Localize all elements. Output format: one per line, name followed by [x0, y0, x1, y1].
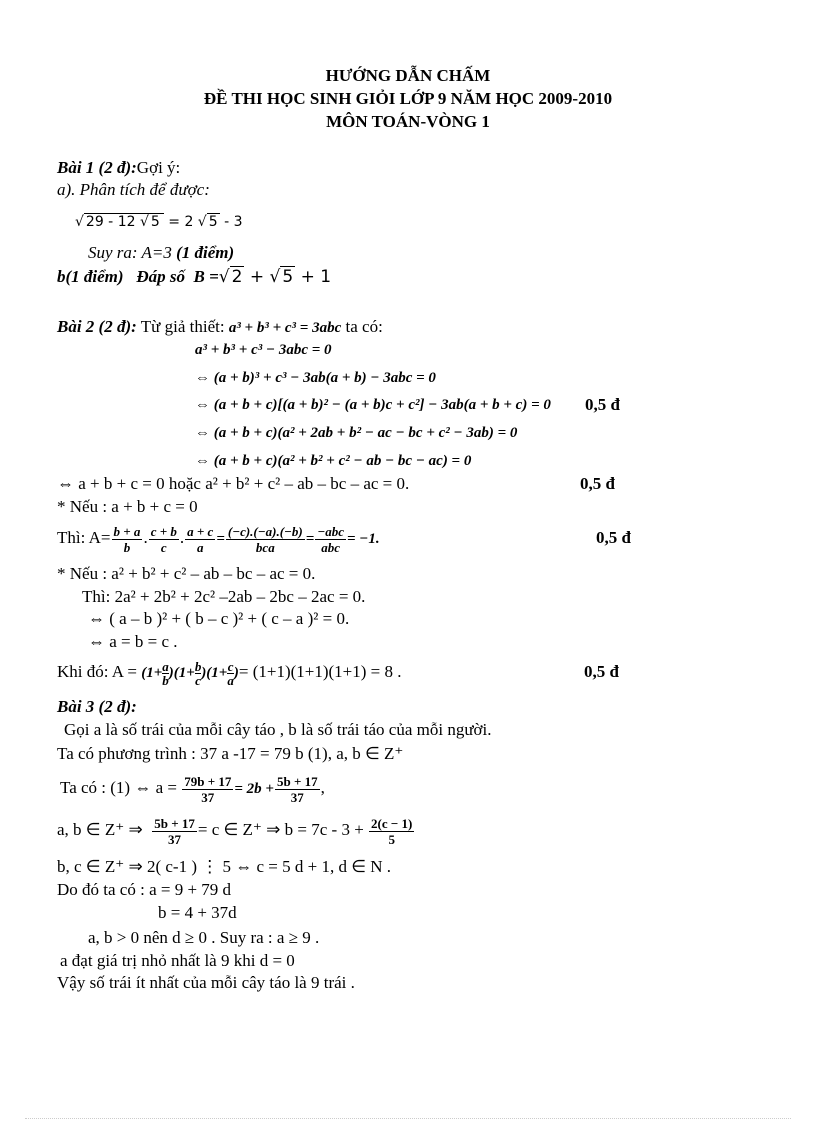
bai2-heading-line: [57, 317, 383, 338]
bai1-heading-line: [57, 158, 180, 178]
bai2-line6: ⇔ a + b + c = 0 hoặc a² + b² + c² – ab – bc – ac = 0.: [57, 474, 410, 493]
bai3-l8: a, b > 0 nên d ≥ 0 . Suy ra : a ≥ 9 .: [88, 928, 320, 947]
title-line-2: ĐỀ THI HỌC SINH GIỎI LỚP 9 NĂM HỌC 2009-2010: [203, 89, 613, 108]
bai3-l4-frac2-den: 5: [369, 831, 414, 847]
page-bottom-divider: [25, 1118, 791, 1119]
bai3-l7: b = 4 + 37d: [158, 903, 237, 922]
bai1-dap-so: Đáp số: [136, 267, 185, 286]
frac4-num: (−c).(−a).(−b): [227, 523, 303, 539]
bai2-line6-score: 0,5 đ: [580, 474, 615, 493]
bai2-case2: * Nếu : a² + b² + c² – ab – bc – ac = 0.: [57, 564, 316, 583]
bai2-case1: * Nếu : a + b + c = 0: [57, 497, 198, 516]
bai1-heading: Bài 1 (2 đ):: [57, 158, 137, 177]
kd-frac1-den: b: [162, 672, 169, 688]
bai3-l3-frac2-den: 37: [275, 789, 320, 805]
sqrt5-inner: 5: [150, 214, 160, 230]
bai3-l2: Ta có phương trình : 37 a -17 = 79 b (1), a, b ∈ Z⁺: [57, 744, 404, 763]
bai1-part-b-line: b(1 điểm) Đáp số B =√ 2 + √ 5 + 1: [57, 267, 332, 287]
bai2-heading: Bài 2 (2 đ):: [57, 317, 137, 336]
bai3-l4-mid: = c ∈ Z⁺ ⇒ b = 7c - 3 +: [197, 820, 364, 839]
bai2-eq3-score: 0,5 đ: [585, 395, 620, 414]
bai2-intro-end: ta có:: [345, 317, 383, 336]
kd-frac3-den: a: [227, 672, 234, 688]
bai2-khi-do: Khi đó: A =: [57, 662, 137, 681]
bai3-l6: Do đó ta có : a = 9 + 79 d: [57, 880, 232, 899]
bai2-thi-line: Thì: A= $\frac{b + a}{b}$ . $\frac{c + b}{c}$ . $\frac{a + c}{a}$ = $\frac{(-c).(-a).(-b)}{\text{bca}}$ = $\frac{\text{−abc}}{\text{abc}}$ = −1.: [57, 523, 380, 555]
bai2-thi: Thì: A=: [57, 528, 111, 547]
bai2-khi-do-line: Khi đó: A = (1+ $\frac{a}{b}$ )(1+ $\frac{b}{c}$ )(1+ $\frac{c}{a}$ )= (1+1)(1+1)(1+1) = 8 .: [57, 658, 402, 688]
bai3-l4: [57, 810, 415, 850]
bai1-part-b: b(1 điểm): [57, 267, 124, 286]
bai2-khi-do-score: 0,5 đ: [584, 662, 619, 681]
bai3-l4-frac1-num: 5b + 17: [154, 815, 195, 831]
bai3-l9: a đạt giá trị nhỏ nhất là 9 khi d = 0: [60, 951, 295, 970]
bai1-b-plus: +: [244, 267, 270, 287]
frac5-den: abc: [315, 539, 346, 555]
bai1-b-val2: 5: [282, 267, 294, 287]
sqrt-equals: = 2: [163, 214, 194, 230]
sqrt-rest: - 3: [219, 214, 243, 230]
frac3-den: a: [185, 539, 215, 555]
bai1-b-val1: 2: [231, 267, 243, 287]
bai3-l3: [60, 768, 325, 808]
bai2-khi-do-end: = (1+1)(1+1)(1+1) = 8 .: [238, 662, 402, 681]
bai2-eq5: ⇔ (a + b + c)(a² + b² + c² − ab − bc − ac) = 0: [195, 453, 472, 469]
bai1-part-a: a). Phân tích để được:: [57, 180, 210, 199]
bai1-b-eq: B =: [193, 267, 219, 286]
bai3-l4-frac2-num: 2(c − 1): [371, 815, 413, 831]
bai3-l3-frac1-den: 37: [182, 789, 233, 805]
bai3-l1: Gọi a là số trái của mỗi cây táo , b là số trái táo của mỗi người.: [64, 720, 492, 739]
bai3-l3-frac2-num: 5b + 17: [276, 773, 318, 789]
title-line-1: HƯỚNG DẪN CHẤM: [325, 66, 491, 85]
frac3-num: a + c: [187, 523, 214, 539]
bai2-intro-eq: a³ + b³ + c³ = 3abc: [228, 320, 342, 336]
sqrt-inner: 29 - 12: [85, 214, 136, 230]
bai2-case2-l2: ⇔ ( a – b )² + ( b – c )² + ( c – a )² = 0.: [88, 609, 350, 628]
bai3-l5: b, c ∈ Z⁺ ⇒ 2( c-1 ) ⋮ 5 ⇔ c = 5 d + 1, d ∈ N .: [57, 857, 392, 876]
bai1-b-end: + 1: [295, 267, 332, 287]
bai2-eq4: ⇔ (a + b + c)(a² + 2ab + b² − ac − bc + c² − 3ab) = 0: [195, 425, 518, 441]
kd-frac1-num: a: [162, 658, 169, 674]
frac1-num: b + a: [113, 523, 141, 539]
frac1-den: b: [112, 539, 143, 555]
bai3-l3-frac1-num: 79b + 17: [184, 773, 232, 789]
bai1-suy-ra-line: [88, 243, 234, 263]
bai3-heading: Bài 3 (2 đ):: [57, 697, 137, 716]
bai2-thi-end: = −1.: [346, 531, 380, 547]
frac2-num: c + b: [150, 523, 177, 539]
bai3-l3-mid: = 2b +: [234, 781, 274, 797]
bai3-l3a: Ta có : (1) ⇔ a =: [60, 778, 177, 797]
frac4-den: bca: [226, 539, 305, 555]
bai1-one-point: (1 điểm): [176, 243, 235, 262]
bai2-case2-l1: Thì: 2a² + 2b² + 2c² –2ab – 2bc – 2ac = 0.: [82, 587, 366, 606]
kd-frac2-num: b: [194, 658, 202, 674]
bai1-sqrt-equation: √ 29 - 12 √ 5 = 2 √ 5 - 3: [75, 214, 243, 230]
bai3-l10: Vậy số trái ít nhất của mỗi cây táo là 9 trái .: [57, 973, 355, 992]
bai2-case2-l3: ⇔ a = b = c .: [88, 632, 178, 651]
bai3-l3-end: ,: [320, 778, 325, 797]
bai2-eq2: ⇔ (a + b)³ + c³ − 3ab(a + b) − 3abc = 0: [195, 370, 436, 386]
bai1-hint: Gợi ý:: [136, 158, 181, 177]
kd-frac3-num: c: [227, 658, 234, 674]
sqrt5-rhs: 5: [208, 214, 218, 230]
bai2-eq3: ⇔ (a + b + c)[(a + b)² − (a + b)c + c²] − 3ab(a + b + c) = 0: [195, 397, 551, 413]
title-line-3: MÔN TOÁN-VÒNG 1: [326, 112, 490, 131]
bai1-suy-ra: Suy ra: A=3: [88, 243, 172, 262]
bai3-l4-frac1-den: 37: [152, 831, 197, 847]
frac2-den: c: [149, 539, 179, 555]
bai2-eq1: a³ + b³ + c³ − 3abc = 0: [195, 342, 332, 358]
kd-frac2-den: c: [195, 672, 201, 688]
bai3-l4a: a, b ∈ Z⁺ ⇒: [57, 820, 143, 839]
bai2-thi-score: 0,5 đ: [596, 528, 631, 547]
frac5-num: −abc: [317, 523, 344, 539]
bai2-intro: Từ giả thiết:: [140, 317, 225, 336]
